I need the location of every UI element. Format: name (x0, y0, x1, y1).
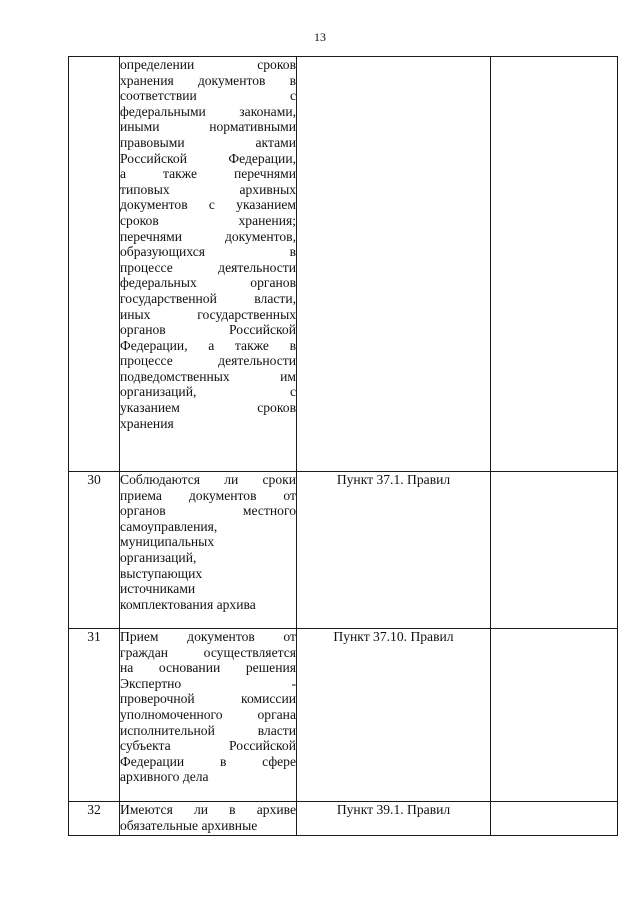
description-line: Федерации, а также в (120, 337, 296, 353)
description-line: Соблюдаются ли сроки (120, 472, 296, 487)
table-body (69, 57, 618, 836)
description-line: на основании решения (120, 660, 296, 676)
description-line: Имеются ли в архиве (120, 802, 296, 817)
row-reference-cell (297, 57, 491, 472)
row-description-cell (120, 57, 297, 472)
description-line: субъекта Российской (120, 738, 296, 754)
description-line: а также перечнями (120, 166, 296, 182)
description-line: определении сроков (120, 57, 296, 72)
description-line: уполномоченного органа (120, 706, 296, 722)
row-description-cell (120, 472, 297, 629)
description-line: обязательные архивные (120, 817, 258, 833)
row-extra-cell (491, 57, 618, 472)
description-line: образующихся в (120, 244, 296, 260)
description-line: иными нормативными (120, 119, 296, 135)
description-line: хранения (120, 415, 174, 431)
description-line: подведомственных им (120, 368, 296, 384)
description-line: Российской Федерации, (120, 150, 296, 166)
description-line: самоуправления, (120, 518, 218, 534)
row-reference-cell: Пункт 39.1. Правил (297, 802, 491, 836)
row-extra-cell (491, 472, 618, 629)
row-number-cell: 30 (69, 472, 120, 629)
description-line: организаций, (120, 549, 197, 565)
description-line: Федерации в сфере (120, 753, 296, 769)
description-line: источниками (120, 581, 196, 597)
description-line: проверочной комиссии (120, 691, 296, 707)
table-row-32 (69, 802, 618, 836)
description-line: указанием сроков (120, 400, 296, 416)
description-line: хранения документов в (120, 72, 296, 88)
description-line: Экспертно - (120, 675, 296, 691)
row-reference-cell: Пункт 37.10. Правил (297, 629, 491, 802)
description-line: процессе деятельности (120, 259, 296, 275)
description-line: приема документов от (120, 487, 296, 503)
row-description-cell (120, 802, 297, 836)
description-line: организаций, с (120, 384, 296, 400)
description-line: федеральными законами, (120, 103, 296, 119)
description-line: перечнями документов, (120, 228, 296, 244)
description-line: граждан осуществляется (120, 644, 296, 660)
inspection-table (68, 56, 618, 836)
row-extra-cell (491, 629, 618, 802)
description-line: органов Российской (120, 322, 296, 338)
description-line: иных государственных (120, 306, 296, 322)
row-extra-cell (491, 802, 618, 836)
description-line: сроков хранения; (120, 212, 296, 228)
row-number-cell: 32 (69, 802, 120, 836)
description-line: процессе деятельности (120, 353, 296, 369)
description-line: правовыми актами (120, 134, 296, 150)
description-line: муниципальных (120, 534, 215, 550)
row-description-cell (120, 629, 297, 802)
table-row-30 (69, 472, 618, 629)
description-line: соответствии с (120, 88, 296, 104)
page-number: 13 (314, 30, 326, 44)
row-number-cell: 31 (69, 629, 120, 802)
description-line: выступающих (120, 565, 203, 581)
table-row-continuation (69, 57, 618, 472)
description-line: исполнительной власти (120, 722, 296, 738)
description-line: документов с указанием (120, 197, 296, 213)
description-line: типовых архивных (120, 181, 296, 197)
description-line: органов местного (120, 503, 296, 519)
description-line: комплектования архива (120, 596, 256, 612)
row-number-cell (69, 57, 120, 472)
description-line: федеральных органов (120, 275, 296, 291)
description-line: архивного дела (120, 769, 209, 785)
row-reference-cell: Пункт 37.1. Правил (297, 472, 491, 629)
description-line: Прием документов от (120, 629, 296, 644)
description-line: государственной власти, (120, 290, 296, 306)
table-row-31 (69, 629, 618, 802)
